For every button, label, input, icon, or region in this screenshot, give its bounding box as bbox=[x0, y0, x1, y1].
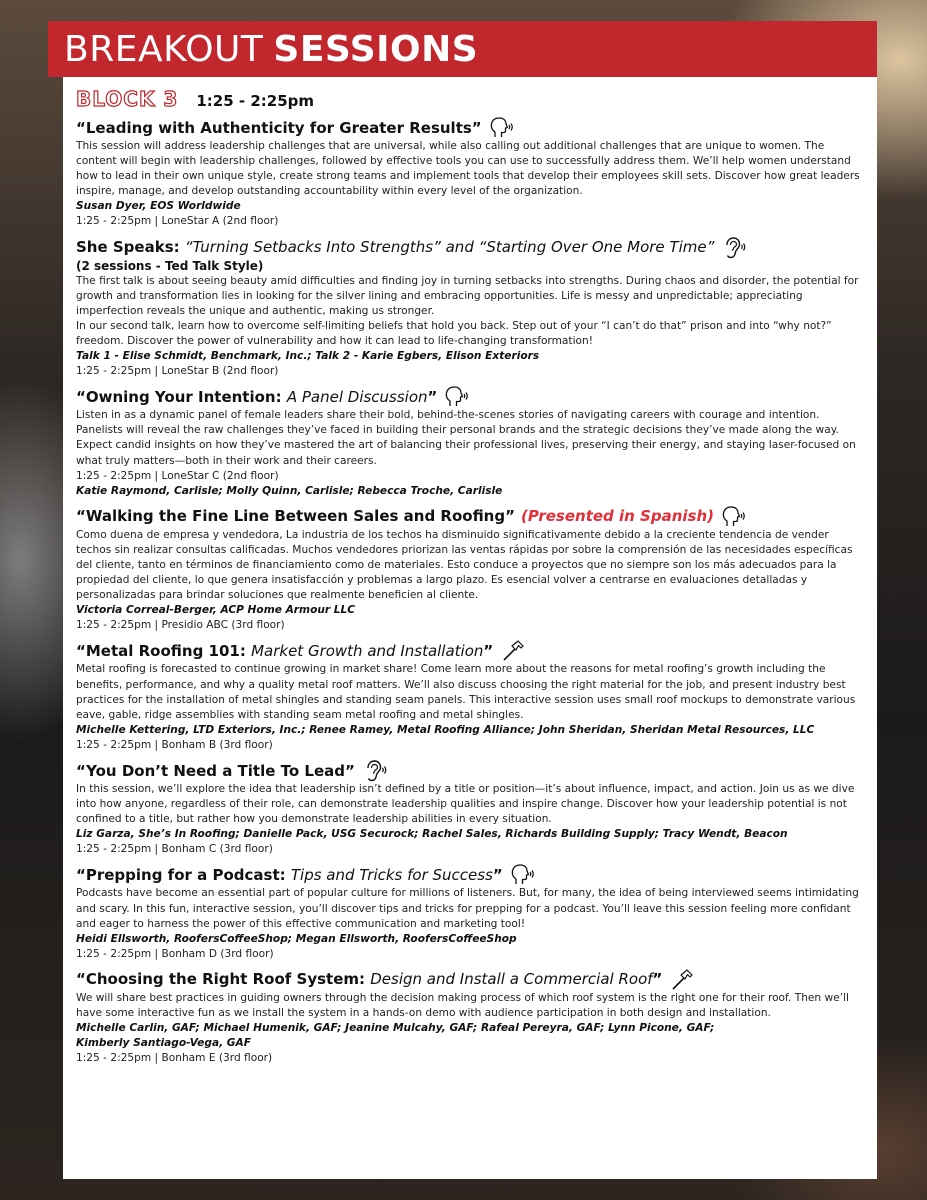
session-description: Listen in as a dynamic panel of female leaders share their bold, behind-the-scenes stories of navigating careers with courage and intention. Panelists will reveal the raw challenges they’ve faced in building their personal brands and the strategic decisions they’ve made along the way. Expect candid insights on how they’ve mastered the art of balancing their professional lives, preserving their energy, and staying laser-focused on what truly matters—both in their work and their careers. bbox=[76, 409, 856, 467]
session-title-close: ” bbox=[427, 387, 438, 406]
speaking-head-icon bbox=[490, 117, 514, 139]
ear-icon bbox=[363, 760, 387, 782]
session-title bbox=[76, 237, 865, 259]
session-title-close: ” bbox=[652, 970, 663, 989]
session-location: 1:25 - 2:25pm | LoneStar A (2nd floor) bbox=[76, 215, 279, 228]
sessions-panel bbox=[63, 77, 877, 1179]
speaking-head-icon bbox=[445, 386, 469, 408]
block-time: 1:25 - 2:25pm bbox=[196, 92, 314, 110]
header-title-bold: SESSIONS bbox=[273, 28, 479, 70]
session-location: 1:25 - 2:25pm | Bonham B (3rd floor) bbox=[76, 738, 273, 751]
session-title-close: ” bbox=[492, 865, 503, 884]
session-speakers: Katie Raymond, Carlisle; Molly Quinn, Carlisle; Rebecca Troche, Carlisle bbox=[76, 484, 503, 497]
block-heading bbox=[76, 87, 865, 111]
session-location: 1:25 - 2:25pm | LoneStar B (2nd floor) bbox=[76, 365, 279, 378]
session-title-italic: Market Growth and Installation bbox=[251, 641, 484, 660]
session-title bbox=[76, 117, 865, 139]
session-speakers: Michelle Kettering, LTD Exteriors, Inc.; Renee Ramey, Metal Roofing Alliance; John Sheridan, Sheridan Metal Resources, LLC bbox=[76, 723, 815, 736]
ear-icon bbox=[722, 237, 746, 259]
session-title bbox=[76, 506, 865, 528]
session-title-italic: A Panel Discussion bbox=[286, 387, 428, 406]
session-description: We will share best practices in guiding owners through the decision making process of which roof system is the right one for their roof. Then we’ll have some interactive fun as we install the system in a hands-on demo with audience participation in both design and installation. bbox=[76, 991, 849, 1020]
session-title-bold: “Owning Your Intention: bbox=[76, 387, 282, 406]
block-label: BLOCK 3 bbox=[76, 87, 179, 111]
session-item bbox=[76, 640, 865, 753]
session-description: Metal roofing is forecasted to continue growing in market share! Come learn more about the reasons for metal roofing’s growth including the benefits, performance, and why a quality metal roof matters. We’ll also discuss choosing the right material for the job, and present industry best practices for the installation of metal shingles and standing seam panels. This interactive session uses small roof mockups to demonstrate various eave, gable, ridge assemblies with standing seam metal roofing and metal shingles. bbox=[76, 663, 856, 721]
session-speakers: Susan Dyer, EOS Worldwide bbox=[76, 200, 241, 213]
hammer-icon bbox=[670, 969, 694, 991]
session-title-bold: She Speaks: bbox=[76, 238, 180, 257]
session-description: In this session, we’ll explore the idea that leadership isn’t defined by a title or position—it’s about influence, impact, and action. Join us as we dive into how anyone, regardless of their role, can demonstrate leadership qualities and inspire change. Discover how your leadership potential is not confined to a title, but rather how you demonstrate leadership abilities in every situation. bbox=[76, 783, 855, 826]
session-description: This session will address leadership challenges that are universal, while also calling out additional challenges that are unique to women. The content will begin with leadership challenges, followed by effective tools you can use to successfully address them. We’ll help women understand how to lead in their own unique style, create strong teams and implement tools that develop their employees skill sets. Discover how great leaders inspire, manage, and develop outstanding accountability within every level of the organization. bbox=[76, 140, 860, 198]
session-location: 1:25 - 2:25pm | LoneStar C (2nd floor) bbox=[76, 469, 279, 482]
session-item bbox=[76, 237, 865, 380]
session-format: (2 sessions - Ted Talk Style) bbox=[76, 258, 264, 273]
session-item bbox=[76, 506, 865, 634]
session-title-close: ” bbox=[483, 641, 494, 660]
session-item bbox=[76, 864, 865, 961]
session-title bbox=[76, 864, 865, 886]
session-speakers: Liz Garza, She’s In Roofing; Danielle Pack, USG Securock; Rachel Sales, Richards Building Supply; Tracy Wendt, Beacon bbox=[76, 828, 788, 841]
session-title bbox=[76, 640, 865, 662]
session-speakers: Michelle Carlin, GAF; Michael Humenik, GAF; Jeanine Mulcahy, GAF; Rafeal Pereyra, GAF; Lynn Picone, GAF; bbox=[76, 1022, 715, 1035]
session-title-bold: “Prepping for a Podcast: bbox=[76, 865, 286, 884]
session-description: The first talk is about seeing beauty amid difficulties and finding joy in turning setbacks into strengths. During chaos and disorder, the potential for growth and transformation lies in looking for the silver lining and embracing opportunities. Life is messy and unpredictable; appreciating imperfection reveals the unique and authentic, making us stronger. bbox=[76, 274, 859, 317]
speaking-head-icon bbox=[722, 506, 746, 528]
speaking-head-icon bbox=[511, 864, 535, 886]
hammer-icon bbox=[501, 640, 525, 662]
session-speakers: Victoria Correal-Berger, ACP Home Armour LLC bbox=[76, 604, 356, 617]
session-description: Podcasts have become an essential part of popular culture for millions of listeners. But, for many, the idea of being interviewed seems intimidating and scary. In this fun, interactive session, you’ll discover tips and tricks for prepping for a podcast. You’ll leave this session feeling more confidant and eager to harness the power of this effective communication and marketing tool! bbox=[76, 887, 859, 930]
session-title bbox=[76, 760, 865, 782]
session-description: Como duena de empresa y vendedora, La industria de los techos ha disminuido significativamente debido a la creciente tendencia de vender techos sin realizar consultas calificadas. Muchos vendedores priorizan las ventas rápidas por sobre la comprensión de las necesidades específicas del cliente, tanto en términos de financiamiento como de materiales. Esto conduce a proyectos que no siempre son los más adecuados para la propiedad del cliente, lo que genera insatisfacción y problemas a largo plazo. Es esencial volver a centrarse en evaluaciones detalladas y personalizadas para brindar soluciones que realmente beneficien al cliente. bbox=[76, 528, 853, 602]
session-speakers-2: Kimberly Santiago-Vega, GAF bbox=[76, 1037, 251, 1050]
session-title-bold: “Metal Roofing 101: bbox=[76, 641, 246, 660]
header-title-light: BREAKOUT bbox=[64, 28, 264, 70]
session-title-italic: Tips and Tricks for Success bbox=[290, 865, 493, 884]
session-location: 1:25 - 2:25pm | Presidio ABC (3rd floor) bbox=[76, 619, 285, 632]
session-location: 1:25 - 2:25pm | Bonham C (3rd floor) bbox=[76, 843, 273, 856]
session-title-bold: “Walking the Fine Line Between Sales and Roofing” bbox=[76, 507, 515, 526]
session-item bbox=[76, 117, 865, 230]
session-item bbox=[76, 969, 865, 1066]
session-speakers: Talk 1 - Elise Schmidt, Benchmark, Inc.; Talk 2 - Karie Egbers, Elison Exteriors bbox=[76, 350, 540, 363]
session-title bbox=[76, 386, 865, 408]
session-title-italic: “Turning Setbacks Into Strengths” and “Starting Over One More Time” bbox=[184, 238, 715, 257]
session-location: 1:25 - 2:25pm | Bonham D (3rd floor) bbox=[76, 947, 274, 960]
session-title-italic: Design and Install a Commercial Roof bbox=[370, 970, 653, 989]
session-title bbox=[76, 969, 865, 991]
session-description-2: In our second talk, learn how to overcome self-limiting beliefs that hold you back. Step out of your “I can’t do that” prison and into “why not?” freedom. Discover the power of vulnerability and how it can lead to life-changing transformation! bbox=[76, 319, 832, 347]
session-title-bold: “You Don’t Need a Title To Lead” bbox=[76, 761, 355, 780]
page-header bbox=[48, 21, 877, 77]
session-speakers: Heidi Ellsworth, RoofersCoffeeShop; Megan Ellsworth, RoofersCoffeeShop bbox=[76, 932, 517, 945]
session-title-bold: “Choosing the Right Roof System: bbox=[76, 970, 365, 989]
session-location: 1:25 - 2:25pm | Bonham E (3rd floor) bbox=[76, 1052, 273, 1065]
session-item bbox=[76, 386, 865, 499]
session-language-note: (Presented in Spanish) bbox=[520, 507, 714, 526]
session-title-bold: “Leading with Authenticity for Greater Results” bbox=[76, 118, 482, 137]
session-item bbox=[76, 760, 865, 857]
